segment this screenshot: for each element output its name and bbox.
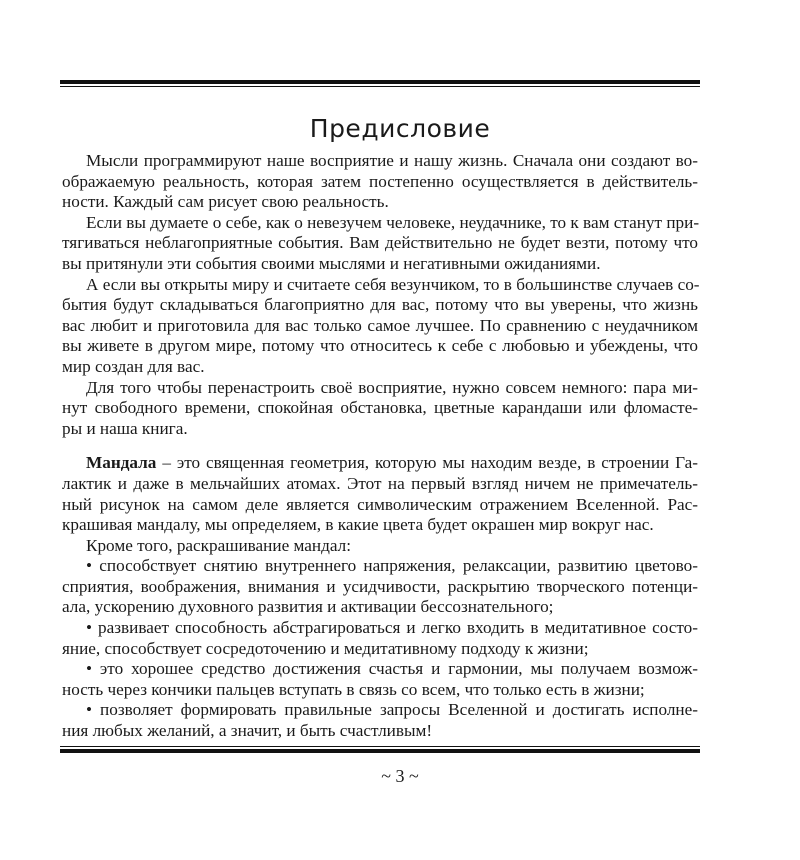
list-item: • это хорошее средство достижения счастья и гармонии, мы получаем возмож- [86,659,698,679]
text-line: ный рисунок на самом деле является символическим отражением Вселенной. Рас- [62,494,698,514]
text-line: нут свободного времени, спокойная обстановка, цветные карандаши или фломасте- [62,398,698,418]
page-number: ~ 3 ~ [381,766,419,786]
text-line: вы притянули эти события своими мыслями и негативными ожиданиями. [62,253,601,273]
text-line: яние, способствует сосредоточению и медитативному подходу к жизни; [62,638,589,658]
text-line: бытия будут складываться благоприятно для вас, потому что вы уверены, что жизнь [62,295,698,315]
text-line: лактик и даже в мельчайших атомах. Этот на первый взгляд ничем не примечатель- [62,473,698,493]
bottom-rule [60,744,700,753]
body-text [62,151,698,742]
text-line: вы живете в другом мире, потому что относитесь к себе с любовью и убеждены, что [62,336,698,356]
text-line: Мандала – это священная геометрия, которую мы находим везде, в строении Га- [86,453,698,473]
text-line: Кроме того, раскрашивание мандал: [86,535,351,555]
text-line: ала, ускорению духовного развития и активации бессознательного; [62,597,554,617]
text-line: крашивая мандалу, мы определяем, в какие цвета будет окрашен мир вокруг нас. [62,515,654,535]
page-title: Предисловие [309,114,491,143]
text-line: ры и наша книга. [62,418,188,438]
text-line: вас любит и приготовила для вас только самое лучшее. По сравнению с неудачником [62,315,698,335]
list-item: • развивает способность абстрагироваться и легко входить в медитативное состо- [86,618,698,638]
text-line: Для того чтобы перенастроить своё восприятие, нужно совсем немного: пара ми- [86,377,698,397]
top-rule [60,80,700,87]
text-line: сприятия, воображения, внимания и усидчивости, раскрытию творческого потенци- [62,576,698,596]
text-line: Если вы думаете о себе, как о невезучем человеке, неудачнике, то к вам станут при- [86,212,700,232]
list-item: • позволяет формировать правильные запросы Вселенной и достигать исполне- [86,700,698,720]
text-line: Мысли программируют наше восприятие и нашу жизнь. Сначала они создают во- [86,151,698,170]
text-line: ность через кончики пальцев вступать в связь со всем, что только есть в жизни; [62,679,645,699]
text-line: ности. Каждый сам рисует свою реальность. [62,192,389,212]
text-line: А если вы открыты миру и считаете себя везунчиком, то в большинстве случаев со- [86,274,700,294]
text-line: ния любых желаний, а значит, и быть счастливым! [62,721,433,741]
text-line: тягиваться неблагоприятные события. Вам действительно не будет везти, потому что [62,233,698,253]
list-item: • способствует снятию внутреннего напряжения, релаксации, развитию цветово- [86,556,698,576]
text-line: ображаемую реальность, которая затем постепенно осуществляется в действитель- [62,171,698,191]
text-line: мир создан для вас. [62,356,205,376]
bold-term: Мандала [86,453,157,473]
